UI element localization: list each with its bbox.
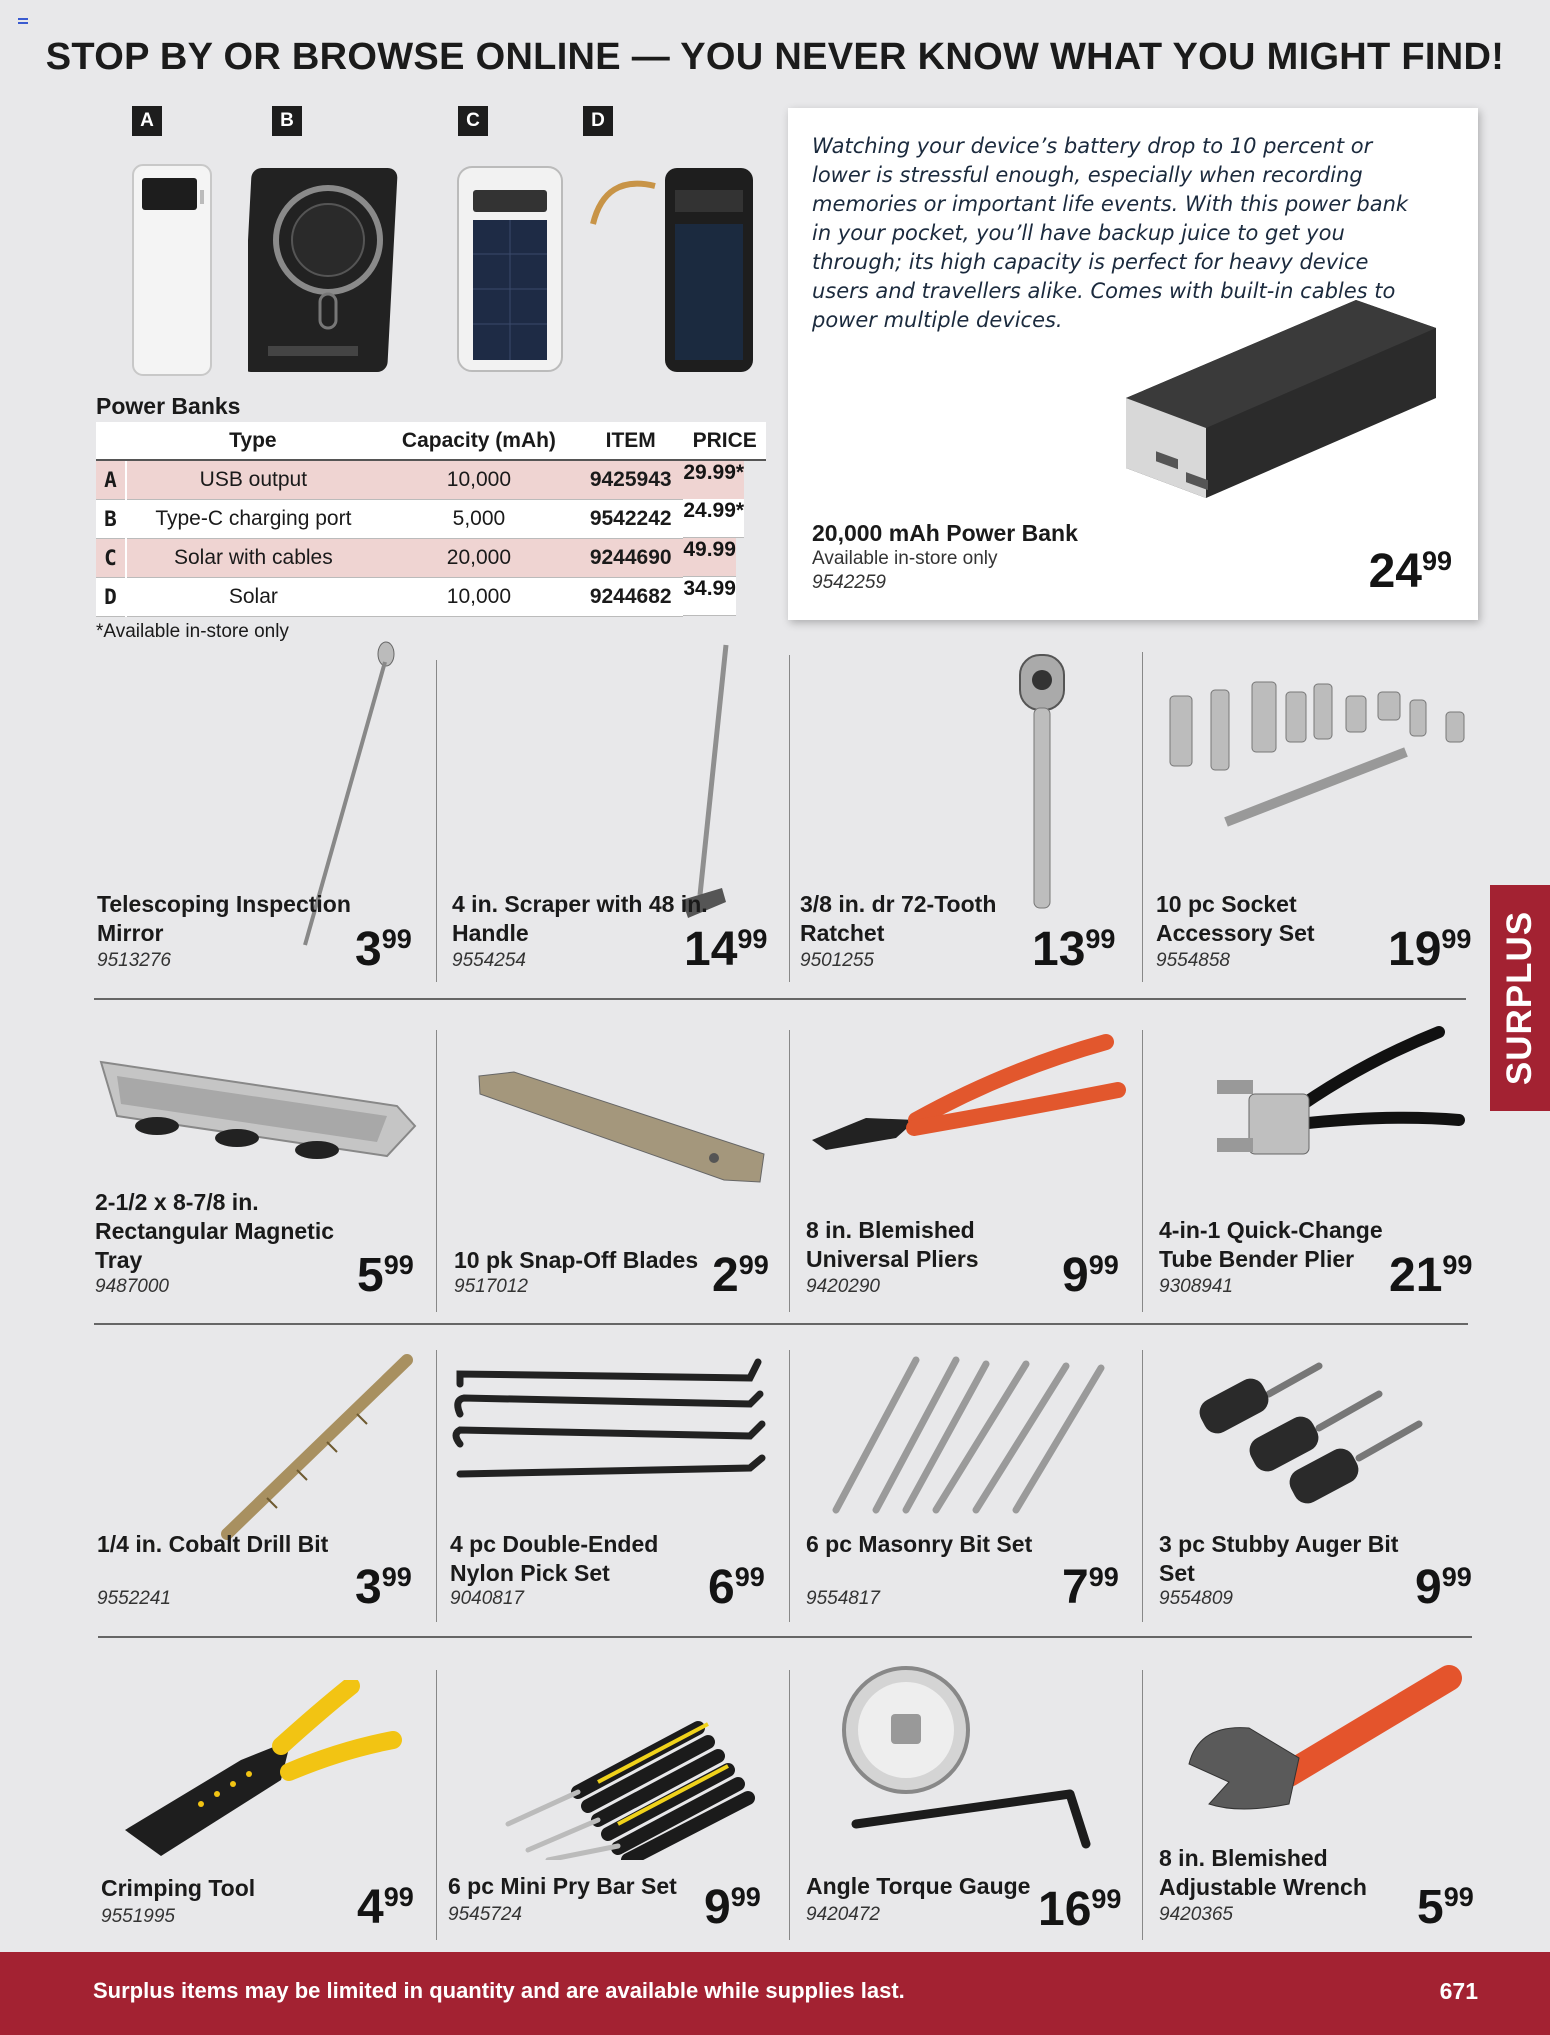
product-name: 1/4 in. Cobalt Drill Bit [97,1531,329,1557]
product-tile [454,1020,784,1320]
product-name: 2-1/2 x 8-7/8 in. Rectangular Magnetic Tray [95,1189,334,1273]
product-price [704,1881,761,1934]
product-sku: 9517012 [454,1276,528,1297]
price-dollars: 9 [1062,1249,1089,1302]
product-name: 4-in-1 Quick-Change Tube Bender Plier [1159,1217,1383,1272]
product-sku: 9040817 [450,1588,524,1609]
price-cents: 99 [381,924,412,954]
snap-blades-icon [474,1070,774,1190]
column-divider [789,655,790,982]
price-dollars: 16 [1038,1883,1092,1936]
price-cents: 99 [1088,1562,1119,1592]
product-name: Crimping Tool [101,1875,256,1901]
table-row [96,538,766,577]
power-bank-a-image [130,160,215,380]
socket-set-icon [1156,652,1476,832]
label-d: D [583,106,613,136]
product-tile [450,1344,780,1644]
cell-type: Type-C charging port [126,499,380,538]
price-dollars: 5 [357,1249,384,1302]
power-bank-d-image [585,164,760,376]
product-name: 6 pc Masonry Bit Set [806,1531,1033,1557]
table-row [96,499,766,538]
column-divider [436,1030,437,1312]
product-name: 6 pc Mini Pry Bar Set [448,1873,677,1899]
product-sku: 9513276 [97,950,171,971]
adjustable-wrench-icon [1179,1664,1479,1834]
column-header-code [96,422,126,460]
product-sku: 9554858 [1156,950,1230,971]
cell-item: 9244690 [578,538,683,577]
product-price [1388,923,1472,976]
price-dollars: 2 [712,1249,739,1302]
price-cents: 99 [737,924,768,954]
product-price [708,1561,765,1614]
cell-code: D [96,577,126,616]
pry-bars-icon [488,1720,768,1860]
cell-code: B [96,499,126,538]
cell-capacity: 10,000 [380,460,578,499]
crimping-tool-icon [121,1680,411,1870]
cell-price: 34.99 [683,577,736,616]
product-sku: 9501255 [800,950,874,971]
magnetic-tray-icon [97,1056,417,1186]
promo-sku: 9542259 [812,572,886,593]
price-dollars: 7 [1062,1561,1089,1614]
product-sku: 9420290 [806,1276,880,1297]
cell-type: Solar [126,577,380,616]
table-row [96,460,766,499]
product-price [684,923,768,976]
product-price [1062,1249,1119,1302]
row-divider [94,998,1466,1000]
column-divider [436,1670,437,1940]
column-header-type: Type [126,422,380,460]
column-divider [789,1670,790,1940]
price-dollars: 24 [1368,545,1422,598]
power-bank-c-image [455,164,565,374]
page-number: 671 [1439,1978,1478,2004]
product-tile [1156,640,1486,976]
product-price [357,1249,414,1302]
auger-bits-icon [1169,1354,1469,1514]
column-divider [1142,1030,1143,1312]
power-banks-title: Power Banks [96,393,241,419]
product-sku: 9552241 [97,1588,171,1609]
column-header-item: ITEM [578,422,683,460]
product-sku: 9551995 [101,1906,175,1927]
column-divider [436,1350,437,1622]
scraper-icon [642,640,762,925]
column-divider [1142,652,1143,982]
masonry-bits-icon [816,1354,1116,1514]
product-tile [800,640,1130,976]
promo-price [1368,545,1452,598]
product-price [1032,923,1116,976]
product-tile [95,1020,425,1320]
cell-item: 9244682 [578,577,683,616]
cell-price: 49.99 [683,538,736,577]
featured-promo [788,108,1478,620]
price-cents: 99 [1091,1884,1122,1914]
price-cents: 99 [383,1250,414,1280]
drill-bit-icon [217,1354,417,1544]
product-price [712,1249,769,1302]
promo-product-name: 20,000 mAh Power Bank [812,520,1078,546]
price-dollars: 5 [1417,1881,1444,1934]
product-sku: 9545724 [448,1904,522,1925]
torque-gauge-icon [836,1664,1126,1864]
product-sku: 9487000 [95,1276,169,1297]
product-price [355,923,412,976]
cell-price: 24.99* [683,499,744,538]
price-cents: 99 [1441,924,1472,954]
product-name: 10 pc Socket Accessory Set [1156,891,1315,946]
product-name: 3/8 in. dr 72-Tooth Ratchet [800,891,997,946]
cell-price: 29.99* [683,461,744,500]
product-tile [806,1664,1136,1964]
cell-capacity: 10,000 [380,577,578,616]
power-bank-20000-image [1106,288,1446,518]
product-tile [97,640,427,976]
price-dollars: 6 [708,1561,735,1614]
price-dollars: 9 [704,1881,731,1934]
price-cents: 99 [1421,546,1452,576]
column-divider [436,660,437,982]
product-price [1417,1881,1474,1934]
price-cents: 99 [1441,1562,1472,1592]
price-dollars: 13 [1032,923,1086,976]
column-divider [789,1350,790,1622]
section-tab-label: SURPLUS [1500,910,1539,1086]
corner-mark [18,18,28,24]
product-name: Telescoping Inspection Mirror [97,891,351,946]
column-divider [789,1030,790,1312]
product-name: 8 in. Blemished Universal Pliers [806,1217,979,1272]
product-tile [1159,1020,1489,1320]
footer-message: Surplus items may be limited in quantity and are available while supplies last. [93,1978,905,2003]
cell-capacity: 20,000 [380,538,578,577]
price-cents: 99 [1085,924,1116,954]
promo-description: Watching your device’s battery drop to 10 percent or lower is stressful enough, especially when recording memories or important life events. With this power bank in your pocket, you’ll have backup juice to get you through; its high capacity is perfect for heavy device users and travellers alike. Comes with built-in cables to power multiple devices. [812,134,1409,332]
column-header-price: PRICE [683,422,766,460]
power-banks-table [96,422,766,617]
column-divider [1142,1350,1143,1622]
price-cents: 99 [1088,1250,1119,1280]
product-sku: 9554809 [1159,1588,1233,1609]
product-tile [1159,1664,1489,1964]
price-dollars: 3 [355,1561,382,1614]
product-name: 4 pc Double-Ended Nylon Pick Set [450,1531,659,1586]
label-a: A [132,106,162,136]
cell-code: A [96,460,126,499]
product-sku: 9554817 [806,1588,880,1609]
price-dollars: 9 [1415,1561,1442,1614]
ratchet-icon [1010,650,1080,920]
cell-capacity: 5,000 [380,499,578,538]
price-cents: 99 [730,1882,761,1912]
product-name: 8 in. Blemished Adjustable Wrench [1159,1845,1367,1900]
price-dollars: 21 [1389,1249,1443,1302]
price-dollars: 19 [1388,923,1442,976]
product-sku: 9308941 [1159,1276,1233,1297]
product-price [1038,1883,1122,1936]
product-sku: 9554254 [452,950,526,971]
product-name: Angle Torque Gauge [806,1873,1031,1899]
price-cents: 99 [383,1882,414,1912]
cell-item: 9425943 [578,460,683,499]
product-tile [806,1344,1136,1644]
tube-bender-icon [1209,1024,1469,1204]
product-tile [448,1664,778,1964]
label-c: C [458,106,488,136]
product-name: 3 pc Stubby Auger Bit Set [1159,1531,1399,1586]
cell-item: 9542242 [578,499,683,538]
table-row [96,577,766,616]
column-divider [1142,1670,1143,1940]
cell-code: C [96,538,126,577]
row-divider [94,1323,1468,1325]
product-price [1389,1249,1473,1302]
product-tile [97,1344,427,1644]
product-name: 10 pk Snap-Off Blades [454,1247,699,1273]
price-cents: 99 [1442,1250,1473,1280]
product-sku: 9420365 [1159,1904,1233,1925]
cell-type: Solar with cables [126,538,380,577]
availability-note: *Available in-store only [96,621,289,642]
product-price [357,1881,414,1934]
price-cents: 99 [381,1562,412,1592]
section-tab [1490,885,1550,1111]
pick-set-icon [450,1354,770,1504]
column-header-capacity: Capacity (mAh) [380,422,578,460]
product-price [1415,1561,1472,1614]
label-b: B [272,106,302,136]
page-headline: STOP BY OR BROWSE ONLINE — YOU NEVER KNOW WHAT YOU MIGHT FIND! [45,36,1505,78]
product-price [355,1561,412,1614]
price-cents: 99 [1443,1882,1474,1912]
price-dollars: 14 [684,923,738,976]
pliers-icon [806,1030,1126,1170]
price-cents: 99 [738,1250,769,1280]
price-dollars: 4 [357,1881,384,1934]
product-price [1062,1561,1119,1614]
cell-type: USB output [126,460,380,499]
product-tile [806,1020,1136,1320]
price-cents: 99 [734,1562,765,1592]
promo-availability: Available in-store only [812,548,998,569]
product-tile [452,640,782,976]
product-tile [101,1664,431,1964]
product-sku: 9420472 [806,1904,880,1925]
product-name: 4 in. Scraper with 48 in. Handle [452,891,708,946]
power-bank-b-image [248,164,403,376]
footer-bar [0,1952,1550,2035]
price-dollars: 3 [355,923,382,976]
product-tile [1159,1344,1489,1644]
